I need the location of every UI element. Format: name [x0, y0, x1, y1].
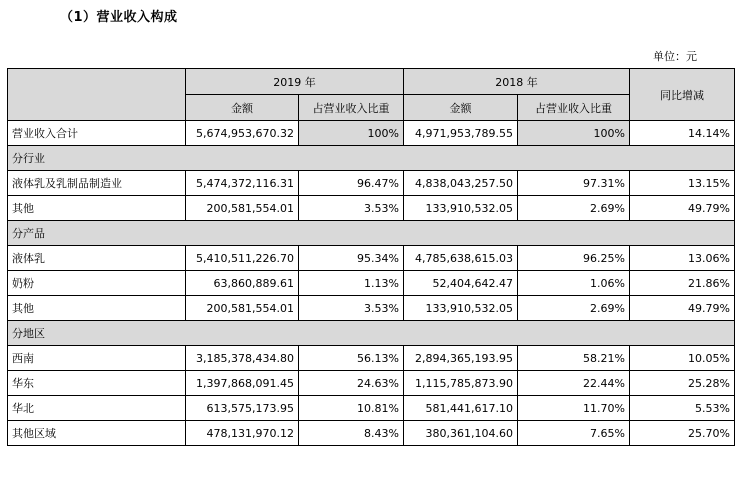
category-label: 分行业	[8, 146, 735, 171]
yoy-cell: 49.79%	[630, 196, 735, 221]
table-row	[8, 396, 735, 421]
row-label: 西南	[8, 346, 186, 371]
table-row	[8, 171, 735, 196]
category-row	[8, 146, 735, 171]
table-row	[8, 296, 735, 321]
row-label: 其他	[8, 296, 186, 321]
row-label: 其他区域	[8, 421, 186, 446]
amount-2018-cell: 52,404,642.47	[404, 271, 518, 296]
header-row-years	[8, 69, 735, 95]
share-2019-cell: 56.13%	[299, 346, 404, 371]
share-2018-cell: 100%	[518, 121, 630, 146]
row-label: 液体乳	[8, 246, 186, 271]
category-row	[8, 221, 735, 246]
row-label: 液体乳及乳制品制造业	[8, 171, 186, 196]
share-2019-cell: 8.43%	[299, 421, 404, 446]
share-2018-cell: 11.70%	[518, 396, 630, 421]
amount-2019-cell: 5,410,511,226.70	[186, 246, 299, 271]
header-amount-2018: 金额	[404, 95, 518, 121]
total-row	[8, 121, 735, 146]
yoy-cell: 25.28%	[630, 371, 735, 396]
header-amount-2019: 金额	[186, 95, 299, 121]
header-share-2019: 占营业收入比重	[299, 95, 404, 121]
share-2018-cell: 97.31%	[518, 171, 630, 196]
amount-2018-cell: 581,441,617.10	[404, 396, 518, 421]
share-2019-cell: 96.47%	[299, 171, 404, 196]
header-blank-cell	[8, 69, 186, 121]
amount-2018-cell: 133,910,532.05	[404, 296, 518, 321]
table-row	[8, 371, 735, 396]
table-row	[8, 196, 735, 221]
unit-label: 单位：元	[653, 50, 697, 63]
amount-2018-cell: 380,361,104.60	[404, 421, 518, 446]
yoy-cell: 13.06%	[630, 246, 735, 271]
share-2019-cell: 24.63%	[299, 371, 404, 396]
yoy-cell: 5.53%	[630, 396, 735, 421]
share-2018-cell: 7.65%	[518, 421, 630, 446]
share-2019-cell: 1.13%	[299, 271, 404, 296]
yoy-cell: 13.15%	[630, 171, 735, 196]
table-row	[8, 246, 735, 271]
category-row	[8, 321, 735, 346]
yoy-cell: 14.14%	[630, 121, 735, 146]
amount-2018-cell: 1,115,785,873.90	[404, 371, 518, 396]
amount-2019-cell: 613,575,173.95	[186, 396, 299, 421]
share-2019-cell: 95.34%	[299, 246, 404, 271]
amount-2019-cell: 200,581,554.01	[186, 196, 299, 221]
amount-2019-cell: 63,860,889.61	[186, 271, 299, 296]
amount-2018-cell: 4,971,953,789.55	[404, 121, 518, 146]
revenue-composition-table	[7, 68, 735, 446]
row-label: 奶粉	[8, 271, 186, 296]
share-2019-cell: 100%	[299, 121, 404, 146]
amount-2018-cell: 2,894,365,193.95	[404, 346, 518, 371]
row-label: 华北	[8, 396, 186, 421]
share-2018-cell: 58.21%	[518, 346, 630, 371]
amount-2018-cell: 133,910,532.05	[404, 196, 518, 221]
amount-2019-cell: 3,185,378,434.80	[186, 346, 299, 371]
share-2018-cell: 96.25%	[518, 246, 630, 271]
amount-2018-cell: 4,838,043,257.50	[404, 171, 518, 196]
amount-2019-cell: 200,581,554.01	[186, 296, 299, 321]
share-2018-cell: 22.44%	[518, 371, 630, 396]
category-label: 分地区	[8, 321, 735, 346]
share-2019-cell: 3.53%	[299, 196, 404, 221]
share-2019-cell: 3.53%	[299, 296, 404, 321]
share-2018-cell: 2.69%	[518, 296, 630, 321]
share-2018-cell: 2.69%	[518, 196, 630, 221]
amount-2019-cell: 5,674,953,670.32	[186, 121, 299, 146]
yoy-cell: 21.86%	[630, 271, 735, 296]
yoy-cell: 10.05%	[630, 346, 735, 371]
category-label: 分产品	[8, 221, 735, 246]
row-label: 其他	[8, 196, 186, 221]
header-yoy: 同比增减	[630, 69, 735, 121]
header-share-2018: 占营业收入比重	[518, 95, 630, 121]
header-year-2018: 2018 年	[404, 69, 630, 95]
amount-2018-cell: 4,785,638,615.03	[404, 246, 518, 271]
section-title: （1）营业收入构成	[60, 10, 178, 25]
yoy-cell: 25.70%	[630, 421, 735, 446]
amount-2019-cell: 478,131,970.12	[186, 421, 299, 446]
amount-2019-cell: 1,397,868,091.45	[186, 371, 299, 396]
table-row	[8, 271, 735, 296]
row-label: 华东	[8, 371, 186, 396]
row-label: 营业收入合计	[8, 121, 186, 146]
table-row	[8, 346, 735, 371]
share-2019-cell: 10.81%	[299, 396, 404, 421]
amount-2019-cell: 5,474,372,116.31	[186, 171, 299, 196]
share-2018-cell: 1.06%	[518, 271, 630, 296]
header-year-2019: 2019 年	[186, 69, 404, 95]
table-row	[8, 421, 735, 446]
yoy-cell: 49.79%	[630, 296, 735, 321]
